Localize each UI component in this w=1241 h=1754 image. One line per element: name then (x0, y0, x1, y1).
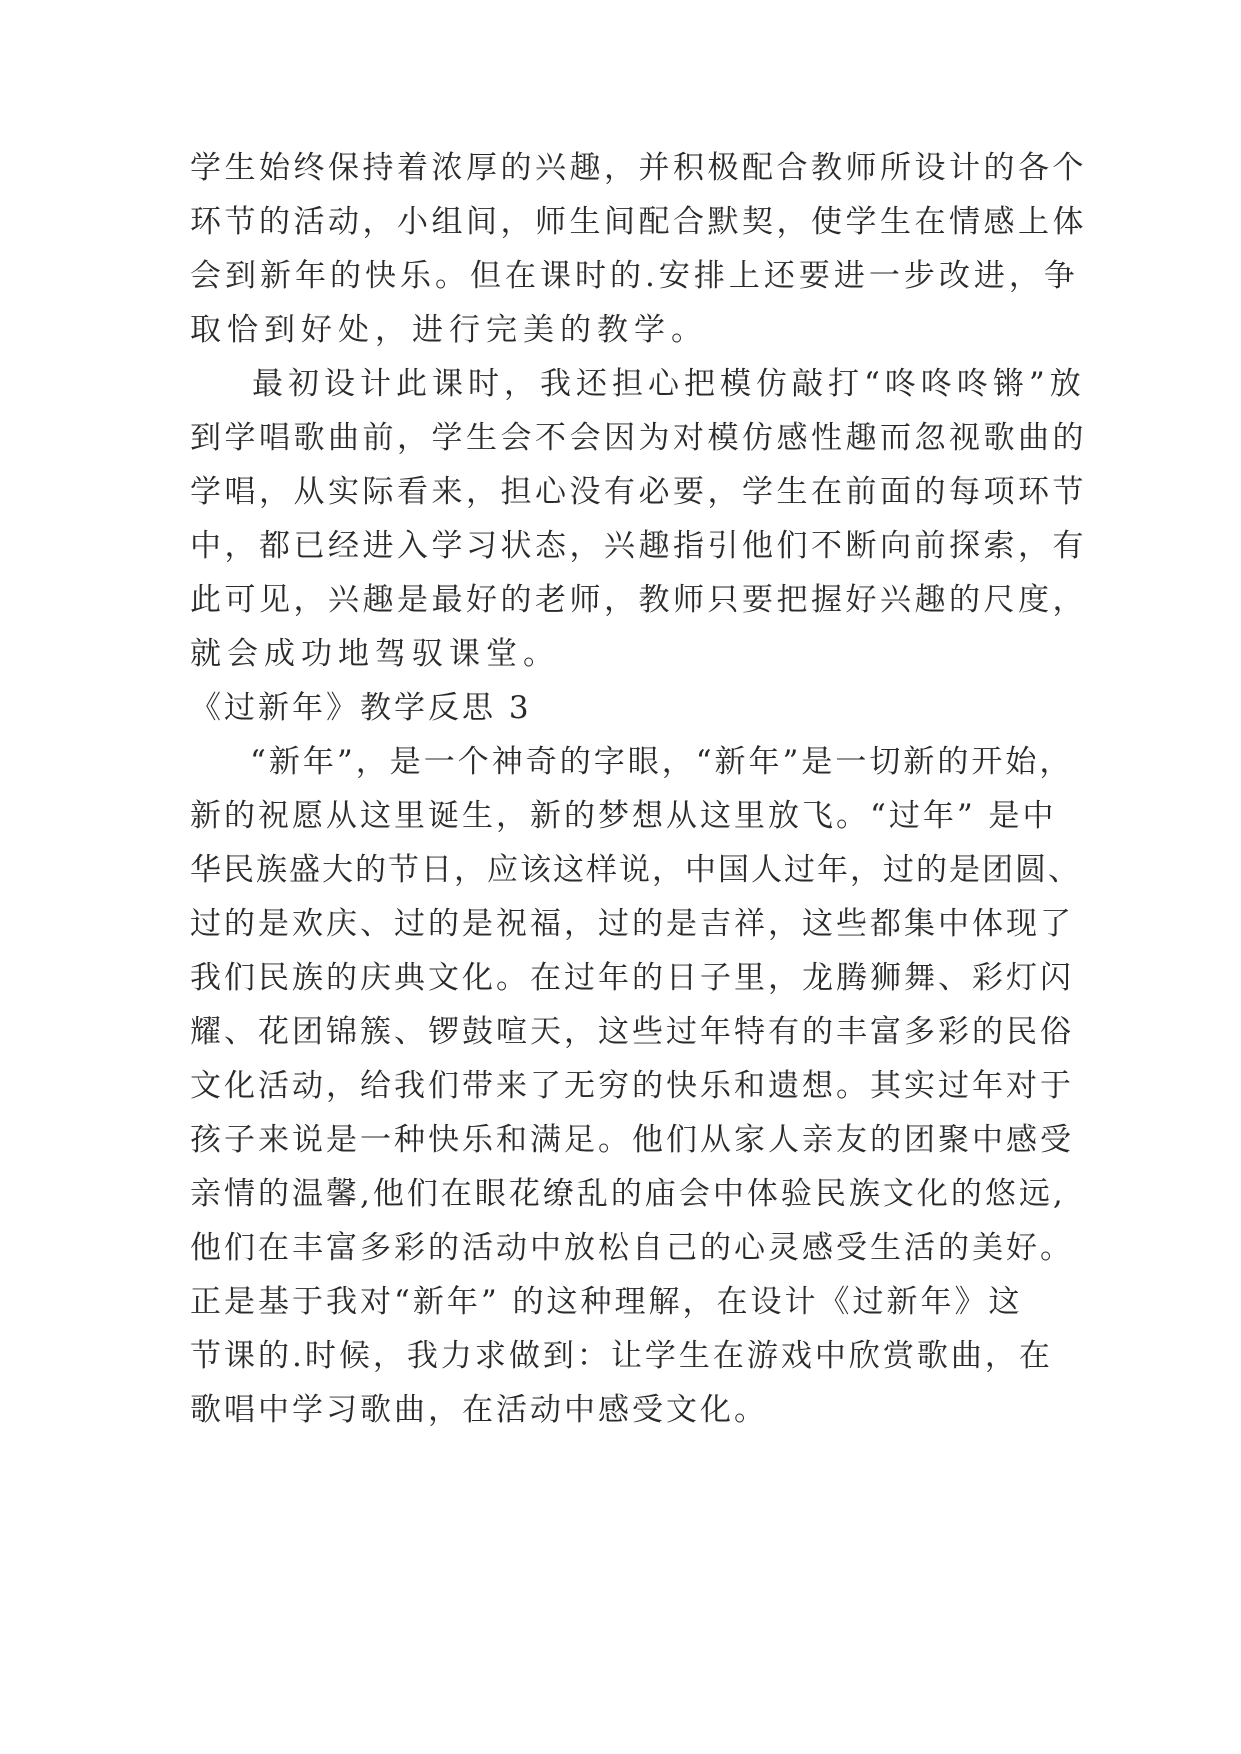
text-line: 会到新年的快乐。但在课时的.安排上还要进一步改进，争 (190, 258, 1079, 294)
text-line: 歌唱中学习歌曲，在活动中感受文化。 (190, 1392, 768, 1428)
text-line: 孩子来说是一种快乐和满足。他们从家人亲友的团聚中感受 (190, 1122, 1074, 1158)
text-line: 取恰到好处，进行完美的教学。 (190, 312, 708, 348)
text-line: 到学唱歌曲前，学生会不会因为对模仿感性趣而忽视歌曲的 (190, 420, 1087, 456)
text-line: 文化活动，给我们带来了无穷的快乐和遗想。其实过年对于 (190, 1068, 1074, 1104)
text-line: 正是基于我对“新年” 的这种理解，在设计《过新年》这 (190, 1284, 1023, 1320)
text-line: 我们民族的庆典文化。在过年的日子里，龙腾狮舞、彩灯闪 (190, 960, 1074, 996)
text-line: 学唱，从实际看来，担心没有必要，学生在前面的每项环节 (190, 474, 1087, 510)
text-line: 亲情的温馨,他们在眼花缭乱的庙会中体验民族文化的悠远, (190, 1176, 1066, 1212)
text-line: 他们在丰富多彩的活动中放松自己的心灵感受生活的美好。 (190, 1230, 1074, 1266)
text-line: 学生始终保持着浓厚的兴趣，并积极配合教师所设计的各个 (190, 150, 1087, 186)
text-line: 过的是欢庆、过的是祝福，过的是吉祥，这些都集中体现了 (190, 906, 1074, 942)
text-line: 最初设计此课时，我还担心把模仿敲打“咚咚咚锵”放 (252, 366, 1086, 402)
text-line: 此可见，兴趣是最好的老师，教师只要把握好兴趣的尺度， (190, 582, 1087, 618)
text-line: 耀、花团锦簇、锣鼓喧天，这些过年特有的丰富多彩的民俗 (190, 1014, 1074, 1050)
text-line: 环节的活动，小组间，师生间配合默契，使学生在情感上体 (190, 204, 1087, 240)
text-line: 新的祝愿从这里诞生，新的梦想从这里放飞。“过年” 是中 (190, 798, 1057, 834)
text-line: “新年”，是一个神奇的字眼，“新年”是一切新的开始， (250, 744, 1074, 780)
text-line: 中，都已经进入学习状态，兴趣指引他们不断向前探索，有 (190, 528, 1087, 564)
text-line: 华民族盛大的节日，应该这样说，中国人过年，过的是团圆、 (190, 852, 1081, 888)
text-line: 节课的.时候，我力求做到：让学生在游戏中欣赏歌曲，在 (190, 1338, 1053, 1374)
section-heading: 《过新年》教学反思 3 (190, 690, 532, 726)
text-line: 就会成功地驾驭课堂。 (190, 636, 560, 672)
